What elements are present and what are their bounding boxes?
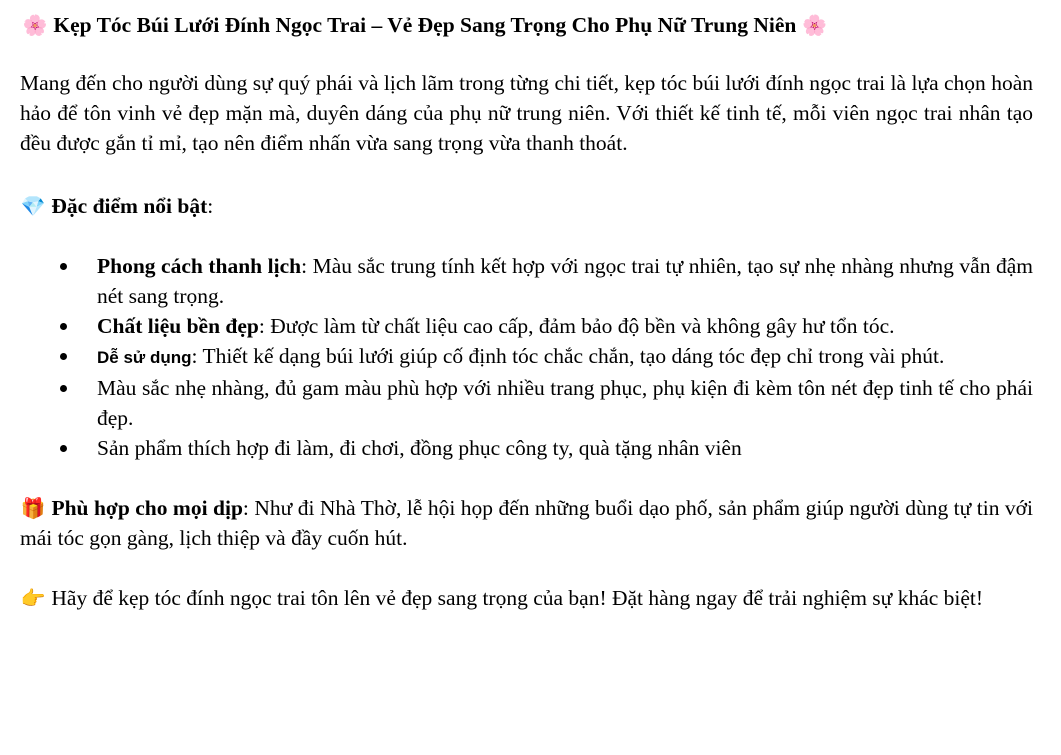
pointing-hand-icon: 👉 <box>20 586 46 610</box>
occasion-label: Phù hợp cho mọi dịp <box>51 496 243 520</box>
gift-icon: 🎁 <box>20 496 46 520</box>
occasion-paragraph <box>20 493 1033 553</box>
feature-item <box>97 433 1033 463</box>
intro-paragraph: Mang đến cho người dùng sự quý phái và lịch lãm trong từng chi tiết, kẹp tóc búi lưới đính ngọc trai là lựa chọn hoàn hảo để tôn vinh vẻ đẹp mặn mà, duyên dáng của phụ nữ trung niên. Với thiết kế tinh tế, mỗi viên ngọc trai nhân tạo đều được gắn tỉ mỉ, tạo nên điểm nhấn vừa sang trọng vừa thanh thoát. <box>20 71 1033 155</box>
features-list <box>20 251 1033 463</box>
feature-label: Phong cách thanh lịch <box>97 254 302 278</box>
page-title <box>20 10 1033 40</box>
cta-text: Hãy để kẹp tóc đính ngọc trai tôn lên vẻ đẹp sang trọng của bạn! Đặt hàng ngay để trải nghiệm sự khác biệt! <box>51 586 984 610</box>
feature-label: Dễ sử dụng <box>97 348 192 367</box>
cherry-blossom-icon: 🌸 <box>22 13 48 37</box>
features-heading-colon: : <box>207 194 214 218</box>
title-text: Kẹp Tóc Búi Lưới Đính Ngọc Trai – Vẻ Đẹp Sang Trọng Cho Phụ Nữ Trung Niên <box>53 13 797 37</box>
feature-text: : Màu sắc trung tính kết hợp với ngọc trai tự nhiên, tạo sự nhẹ nhàng nhưng vẫn đậm nét sang trọng. <box>97 254 1033 308</box>
feature-text: : Thiết kế dạng búi lưới giúp cố định tóc chắc chắn, tạo dáng tóc đẹp chỉ trong vài phút. <box>191 344 945 368</box>
feature-text: Sản phẩm thích hợp đi làm, đi chơi, đồng phục công ty, quà tặng nhân viên <box>97 436 742 460</box>
feature-item <box>97 341 1033 373</box>
cherry-blossom-icon-right: 🌸 <box>802 13 828 37</box>
feature-text: Màu sắc nhẹ nhàng, đủ gam màu phù hợp với nhiều trang phục, phụ kiện đi kèm tôn nét đẹp tinh tế cho phái đẹp. <box>97 376 1033 430</box>
feature-item <box>97 311 1033 341</box>
feature-item <box>97 251 1033 311</box>
feature-text: : Được làm từ chất liệu cao cấp, đảm bảo độ bền và không gây hư tổn tóc. <box>258 314 895 338</box>
occasion-text: : Như đi Nhà Thờ, lễ hội họp đến những buổi dạo phố, sản phẩm giúp người dùng tự tin với mái tóc gọn gàng, lịch thiệp và đầy cuốn hút. <box>20 496 1034 550</box>
feature-item <box>97 373 1033 433</box>
features-heading <box>20 191 1033 221</box>
cta-paragraph <box>20 583 1033 613</box>
gem-icon: 💎 <box>20 194 46 218</box>
feature-label: Chất liệu bền đẹp <box>97 314 259 338</box>
features-heading-text: Đặc điểm nổi bật <box>51 194 208 218</box>
